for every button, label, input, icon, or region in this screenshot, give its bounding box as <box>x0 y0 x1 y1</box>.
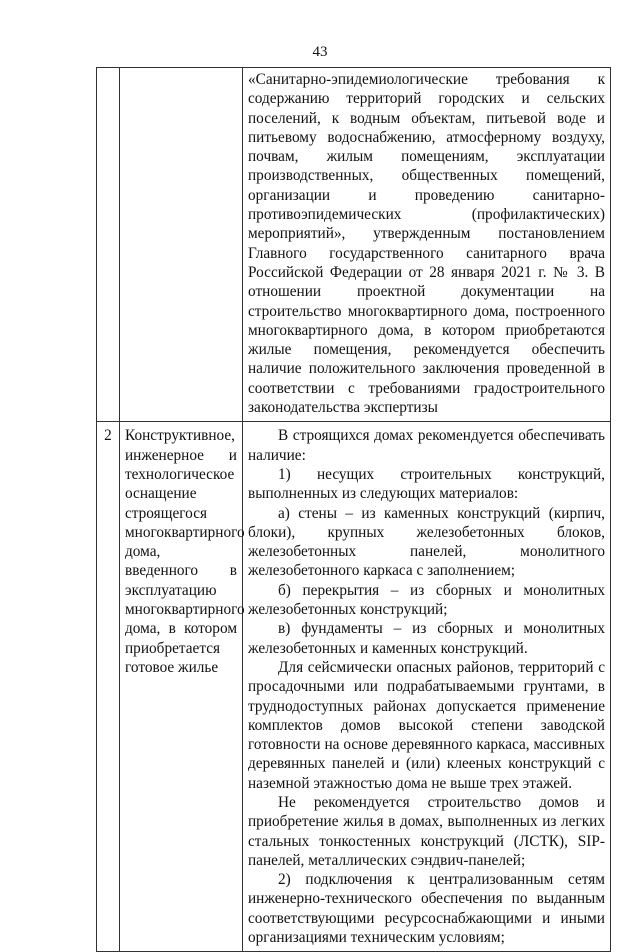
requirements-table <box>96 67 611 952</box>
content-paragraph: Для сейсмически опасных районов, территорий с просадочными или подрабатываемыми грунтами, в труднодоступных районах допускается применение комплектов домов высокой степени заводской готовности на основе деревянного каркаса, массивных деревянных панелей и (или) клееных конструкций с наземной этажностью дома не выше трех этажей. <box>248 658 605 792</box>
table-row <box>97 422 611 952</box>
content-paragraph: а) стены – из каменных конструкций (кирпич, блоки), крупных железобетонных блоков, железобетонных панелей, монолитного железобетонного каркаса с заполнением; <box>248 504 605 580</box>
content-paragraph: б) перекрытия – из сборных и монолитных железобетонных конструкций; <box>248 581 605 619</box>
content-paragraph: 1) несущих строительных конструкций, выполненных из следующих материалов: <box>248 465 605 503</box>
row-topic-cell <box>120 422 243 952</box>
row-content-cell <box>243 422 611 952</box>
row-number-cell <box>97 68 120 422</box>
content-paragraph: «Санитарно-эпидемиологические требования к содержанию территорий городских и сельских поселений, к водным объектам, питьевой воде и питьевому водоснабжению, атмосферному воздуху, почвам, жилым помещениям, эксплуатации производственных, общественных помещений, организации и проведению санитарно-противоэпидемических (профилактических) мероприятий», утвержденным постановлением Главного государственного санитарного врача Российской Федерации от 28 января 2021 г. № 3. В отношении проектной документации на строительство многоквартирного дома, построенного многоквартирного дома, в котором приобретаются жилые помещения, рекомендуется обеспечить наличие положительного заключения проведенной в соответствии с требованиями градостроительного законодательства экспертизы <box>248 71 605 417</box>
row-number-cell: 2 <box>97 422 120 952</box>
page-number: 43 <box>312 44 328 60</box>
table-row <box>97 68 611 422</box>
content-paragraph: Не рекомендуется строительство домов и приобретение жилья в домах, выполненных из легких стальных тонкостенных конструкций (ЛСТК), SIP-панелей, металлических сэндвич-панелей; <box>248 793 605 869</box>
row-content-cell <box>243 68 611 422</box>
content-paragraph: 2) подключения к централизованным сетям инженерно-технического обеспечения по выданным соответствующими ресурсоснабжающими и иными организациями техническим условиям; <box>248 871 605 947</box>
content-paragraph: в) фундаменты – из сборных и монолитных железобетонных и каменных конструкций. <box>248 620 605 657</box>
topic-text: Конструктивное, инженерное и технологическое оснащение строящегося многоквартирного дома, введенного в эксплуатацию многоквартирного дома, в котором приобретается готовое жилье <box>125 427 245 676</box>
content-paragraph: В строящихся домах рекомендуется обеспечивать наличие: <box>248 427 605 464</box>
row-topic-cell <box>120 68 243 422</box>
